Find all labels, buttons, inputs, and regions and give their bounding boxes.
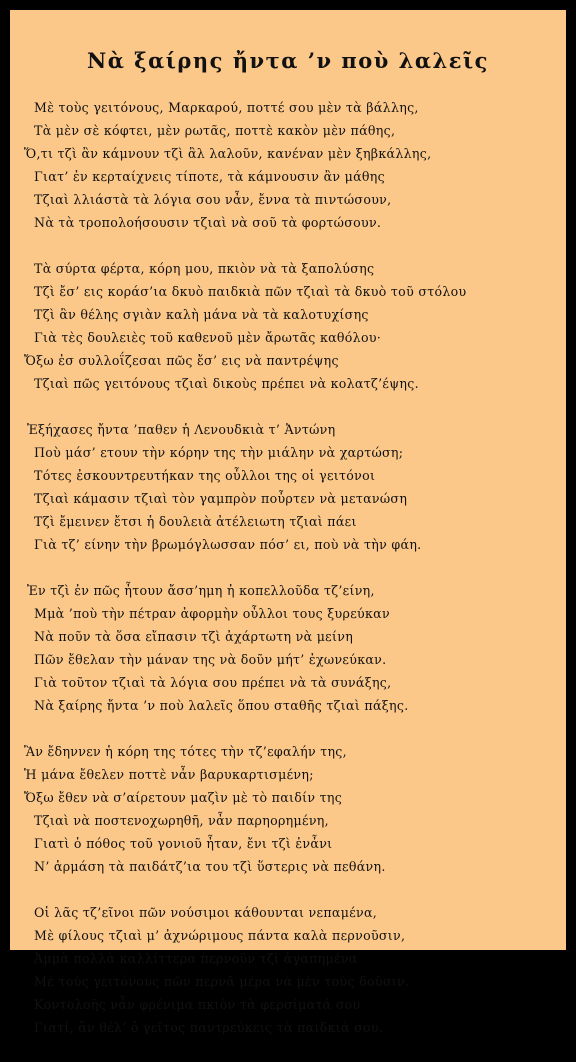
stanza-6	[24, 901, 564, 1039]
poem-line: Τὰ σύρτα φέρτα, κόρη μου, πκιὸν νὰ τὰ ξαπολύσης	[34, 261, 375, 276]
stanza-3	[24, 418, 564, 556]
poem-line: Μὲ τοὺς γειτόνους πῶν περνᾶ μέρα νὰ μὲν τοὺς δοῦσιν.	[34, 974, 410, 989]
poem-body	[24, 96, 564, 1062]
poem-line: Ὅ,τι τζὶ ἂν κάμνουν τζὶ ἂλ λαλοῦν, κανέναν μὲν ξηβκάλλης,	[24, 146, 432, 161]
stanza-5	[24, 740, 564, 878]
poem-line: Ἐξήχασες ἤντα ’παθεν ἡ Λενουδκιὰ τ’ Ἀντώνη	[27, 422, 336, 437]
poem-line: Γιατ’ ἐν κερταίχνεις τίποτε, τὰ κάμνουσιν ἂν μάθης	[34, 169, 386, 184]
poem-line: Πῶν ἔθελαν τὴν μάναν της νὰ δοῦν μήτ’ ἐχωνεύκαν.	[34, 652, 387, 667]
poem-line: Γιὰ τοῦτον τζιαὶ τὰ λόγια σου πρέπει νὰ τὰ συνάξης,	[34, 675, 392, 690]
poem-line: Γιατὶ ὁ πόθος τοῦ γονιοῦ ἦταν, ἔνι τζὶ ἐνἆνι	[34, 836, 333, 851]
poem-line: Τὰ μὲν σὲ κόφτει, μὲν ρωτᾶς, ποττὲ κακὸν μὲν πάθης,	[34, 123, 396, 138]
stanza-1	[24, 96, 564, 234]
poem-line: Νὰ ποῦν τὰ ὅσα εἴπασιν τζὶ ἀχάρτωτη νὰ μείνη	[34, 629, 354, 644]
stanza-4	[24, 579, 564, 717]
poem-line: Μὲ φίλους τζιαὶ μ’ ἀχνώριμους πάντα καλὰ περνοῦσιν,	[34, 928, 406, 943]
stanza-2	[24, 257, 564, 395]
poem-line: Ἡ μάνα ἔθελεν ποττὲ νἆν βαρυκαρτισμένη;	[24, 767, 314, 782]
poem-line: Τότες ἐσκουντρευτήκαν της οὖλλοι της οἱ γειτόνοι	[34, 468, 376, 483]
poem-page	[10, 10, 566, 1035]
poem-line: Τζιαὶ πῶς γειτόνους τζιαὶ δικοὺς πρέπει νὰ κολατζ’έψης.	[34, 376, 419, 391]
poem-line: Τζὶ ἔμεινεν ἔτσι ἡ δουλειὰ ἀτέλειωτη τζιαὶ πάει	[34, 514, 357, 529]
poem-line: Ἂν ἔδηννεν ἡ κόρη της τότες τὴν τζ’εφαλήν της,	[24, 744, 347, 759]
poem-line: Τζιαὶ νὰ ποστενοχωρηθῆ, νἆν παρηορημένη,	[34, 813, 329, 828]
poem-line: Μμὰ ’ποὺ τὴν πέτραν ἀφορμὴν οὖλλοι τους ξυρεύκαν	[34, 606, 390, 621]
poem-line: Ποὺ μάσ’ ετουν τὴν κόρην της τὴν μιάλην νὰ χαρτώση;	[34, 445, 404, 460]
poem-line: Τζὶ ἔσ’ εις κοράσ’ια δκυὸ παιδκιὰ πῶν τζιαὶ τὰ δκυὸ τοῦ στόλου	[34, 284, 467, 299]
poem-line: Γιὰ τζ’ είνην τὴν βρωμόγλωσσαν πόσ’ ει, ποὺ νὰ τὴν φάη.	[34, 537, 422, 552]
poem-line: Γιατί, ἂν θέλ’ ὁ γεῖτος παντρεύκεις τὰ παιδκιά σου.	[34, 1020, 384, 1035]
poem-line: Οἱ λᾶς τζ’εῖνοι πῶν νούσιμοι κάθουνται νεπαμένα,	[34, 905, 378, 920]
poem-line: Νὰ ξαίρης ἤντα ’ν ποὺ λαλεῖς ὅπου σταθῆς τζιαὶ πάξης.	[34, 698, 409, 713]
poem-line: Ν’ ἁρμάση τὰ παιδάτζ’ια του τζὶ ὕστερις νὰ πεθάνη.	[34, 859, 386, 874]
poem-line: Τζιαὶ κάμασιν τζιαὶ τὸν γαμπρὸν ποὖρτεν νὰ μετανώση	[34, 491, 408, 506]
poem-line: Ἀμμὰ πολλὰ καλλίττερα περνοῦν τζὶ ἀγαπημένα	[34, 951, 358, 966]
poem-line: Τζιαὶ λλιάστὰ τὰ λόγια σου νἆν, ἔννα τὰ πιντώσουν,	[34, 192, 392, 207]
poem-line: Κοντολοῆς νἆν φρένιμα πκιὸν τὰ φερσίματά σου	[34, 997, 361, 1012]
poem-line: Ὄξω ἐσ συλλοΐζεσαι πῶς ἔσ’ εις νὰ παντρέψης	[24, 353, 339, 368]
poem-line: Γιὰ τὲς δουλειὲς τοῦ καθενοῦ μὲν ἄρωτᾶς καθόλου·	[34, 330, 382, 345]
poem-line: Ὄξω ἔθεν νὰ σ’αίρετουν μαζὶν μὲ τὸ παιδίν της	[24, 790, 343, 805]
poem-line: Μὲ τοὺς γειτόνους, Μαρκαρού, ποττέ σου μὲν τὰ βάλλης,	[34, 100, 419, 115]
poem-line: Τζὶ ἂν θέλης σγιὰν καλὴ μάνα νὰ τὰ καλοτυχίσης	[34, 307, 369, 322]
poem-title: Νὰ ξαίρης ἤντα ’ν ποὺ λαλεῖς	[87, 48, 489, 73]
poem-line: Ἐν τζὶ ἐν πῶς ἦτουν ἄσσ’ημη ἡ κοπελλοῦδα τζ’είνη,	[27, 583, 375, 598]
poem-line: Νὰ τὰ τροπολοήσουσιν τζιαὶ νὰ σοῦ τὰ φορτώσουν.	[34, 215, 382, 230]
